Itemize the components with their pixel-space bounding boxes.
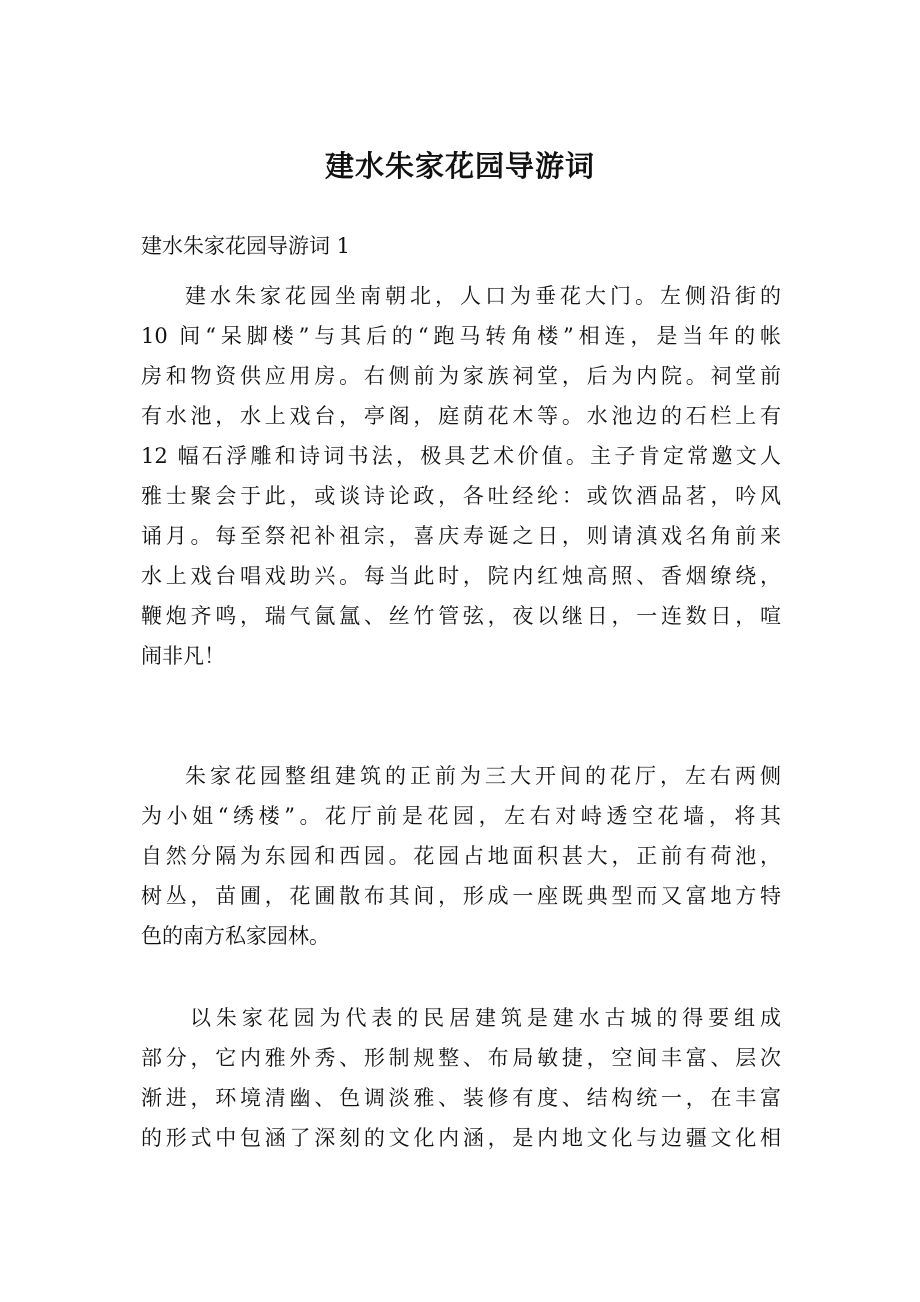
paragraph-line: 以朱家花园为代表的民居建筑是建水古城的得要组成 bbox=[190, 1006, 781, 1030]
paragraph-line: 有水池，水上戏台，亭阁，庭荫花木等。水池边的石栏上有 bbox=[141, 404, 781, 428]
paragraph-line: 树丛，苗圃，花圃散布其间，形成一座既典型而又富地方特 bbox=[141, 884, 781, 908]
paragraph-line: 闹非凡！ bbox=[141, 644, 225, 668]
paragraph-1 bbox=[141, 276, 781, 676]
paragraph-line: 渐进，环境清幽、色调淡雅、装修有度、结构统一，在丰富 bbox=[141, 1086, 781, 1110]
paragraph-line: 鞭炮齐鸣，瑞气氤氲、丝竹管弦，夜以继日，一连数日，喧 bbox=[141, 604, 781, 628]
paragraph-line: 朱家花园整组建筑的正前为三大开间的花厅，左右两侧 bbox=[185, 764, 781, 788]
paragraph-line: 自然分隔为东园和西园。花园占地面积甚大，正前有荷池， bbox=[141, 844, 781, 868]
paragraph-line: 色的南方私家园林。 bbox=[141, 924, 330, 948]
paragraph-line: 建水朱家花园坐南朝北，人口为垂花大门。左侧沿街的 bbox=[185, 284, 781, 308]
paragraph-line: 12 幅石浮雕和诗词书法，极具艺术价值。主子肯定常邀文人 bbox=[141, 444, 781, 468]
document-title: 建水朱家花园导游词 bbox=[324, 149, 595, 183]
section-heading: 建水朱家花园导游词 1 bbox=[141, 234, 351, 258]
paragraph-line: 水上戏台唱戏助兴。每当此时，院内红烛高照、香烟缭绕， bbox=[141, 564, 781, 588]
paragraph-line: 部分，它内雅外秀、形制规整、布局敏捷，空间丰富、层次 bbox=[141, 1046, 781, 1070]
paragraph-line: 的形式中包涵了深刻的文化内涵，是内地文化与边疆文化相 bbox=[141, 1126, 781, 1150]
paragraph-line: 雅士聚会于此，或谈诗论政，各吐经纶：或饮酒品茗，吟风 bbox=[141, 484, 781, 508]
paragraph-line: 诵月。每至祭祀补祖宗，喜庆寿诞之日，则请滇戏名角前来 bbox=[141, 524, 781, 548]
paragraph-3 bbox=[141, 998, 781, 1158]
paragraph-line: 10 间“呆脚楼”与其后的“跑马转角楼”相连，是当年的帐 bbox=[141, 324, 781, 348]
paragraph-2 bbox=[141, 756, 781, 956]
paragraph-line: 为小姐“绣楼”。花厅前是花园，左右对峙透空花墙，将其 bbox=[141, 804, 781, 828]
paragraph-line: 房和物资供应用房。右侧前为家族祠堂，后为内院。祠堂前 bbox=[141, 364, 781, 388]
